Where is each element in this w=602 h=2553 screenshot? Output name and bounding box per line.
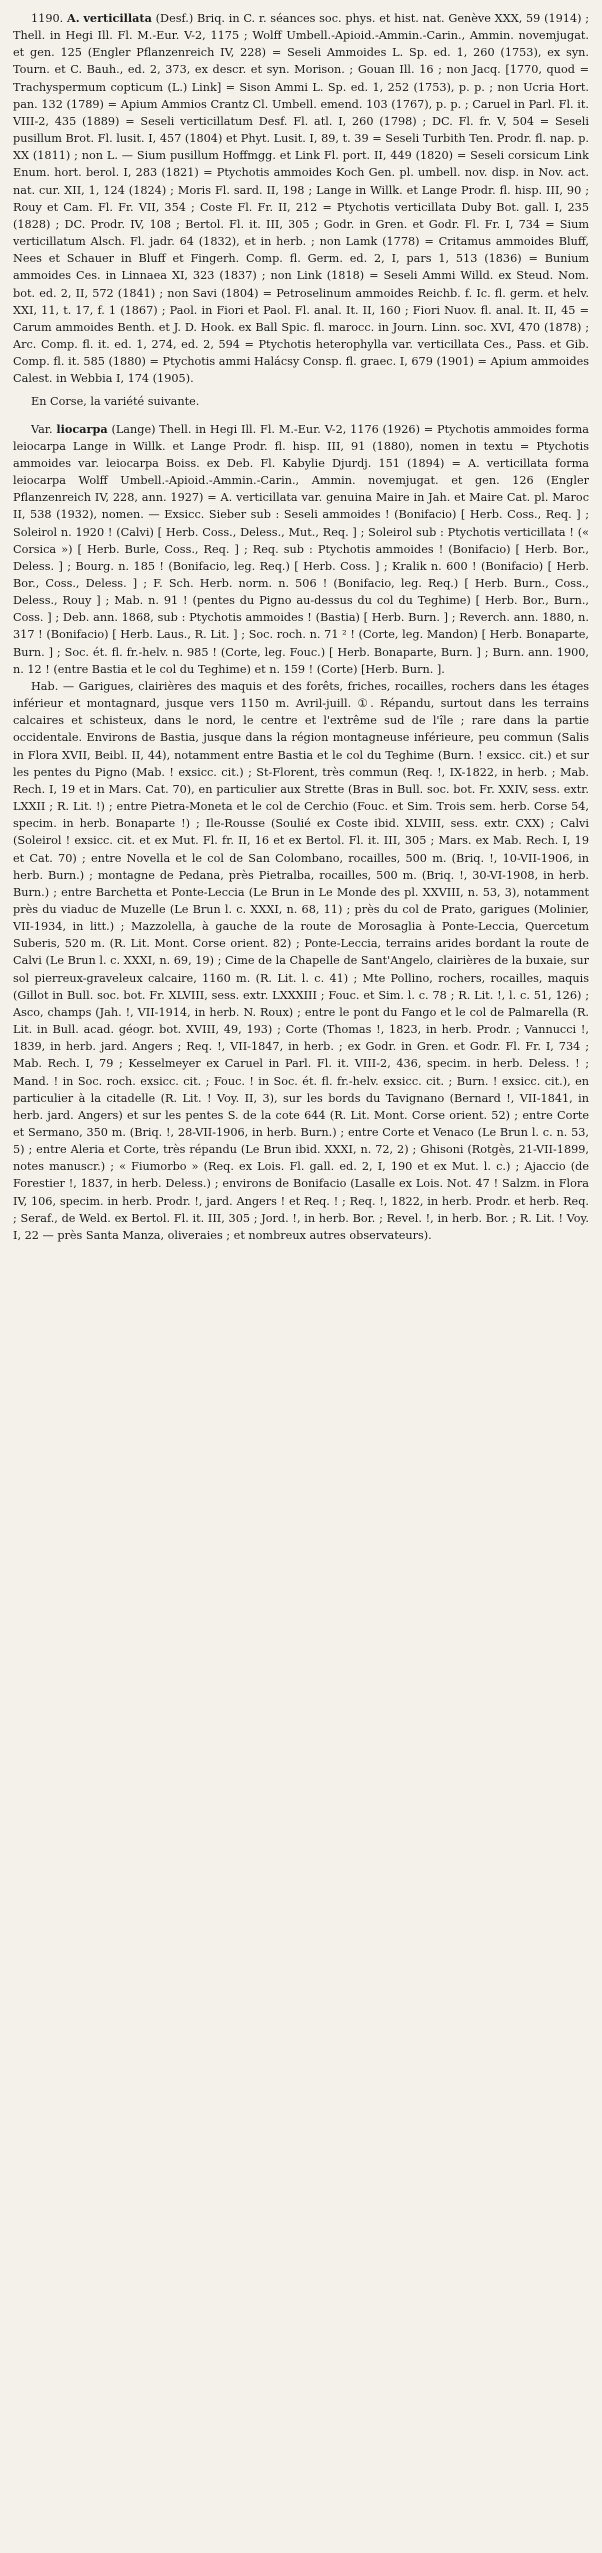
variety-label: Var.	[31, 422, 53, 436]
variety-synonymy: (Lange) Thell. in Hegi Ill. Fl. M.-Eur. V-2, 1176 (1926) = Ptychotis ammoides forma leiocarpa Lange in Willk. et Lange Prodr. fl. hisp. III, 91 (1880), nomen in textu = Ptychotis ammoides var. leiocarpa Boiss. ex Deb. Fl. Kabylie Djurdj. 151 (1894) = A. verticillata forma leiocarpa Wolff Umbell.-Apioid.-Ammin.-Carin., Ammin. novemjugat. et gen. 126 (Engler Pflanzenreich IV, 228, ann. 1927) = A. verticillata var. genuina Maire in Jah. et Maire Cat. pl. Maroc II, 538 (1932), nomen. — Exsicc. Sieber sub : Seseli ammoides ! (Bonifacio) [ Herb. Coss., Req. ] ; Soleirol n. 1920 ! (Calvi) [ Herb. Coss., Deless., Mut., Req. ] ; Soleirol sub : Ptychotis verticillata ! (« Corsica ») [ Herb. Burle, Coss., Req. ] ; Req. sub : Ptychotis ammoides ! (Bonifacio) [ Herb. Bor., Deless. ] ; Bourg. n. 185 ! (Bonifacio, leg. Req.) [ Herb. Coss. ] ; Kralik n. 600 ! (Bonifacio) [ Herb. Bor., Coss., Deless. ] ; F. Sch. Herb. norm. n. 506 ! (Bonifacio, leg. Req.) [ Herb. Burn., Coss., Deless., Rouy ] ; Mab. n. 91 ! (pentes du Pigno au-dessus du col du Teghime) [ Herb. Bor., Burn., Coss. ] ; Deb. ann. 1868, sub : Ptychotis ammoides ! (Bastia) [ Herb. Burn. ] ; Reverch. ann. 1880, n. 317 ! (Bonifacio) [ Herb. Laus., R. Lit. ] ; Soc. roch. n. 71 ² ! (Corte, leg. Mandon) [ Herb. Bonaparte, Burn. ] ; Soc. ét. fl. fr.-helv. n. 985 ! (Corte, leg. Fouc.) [ Herb. Bonaparte, Burn. ] ; Burn. ann. 1900, n. 12 ! (entre Bastia et le col du Teghime) et n. 159 ! (Corte) [Herb. Burn. ].	[13, 422, 590, 676]
species-entry	[13, 10, 589, 387]
habitat-paragraph	[13, 678, 589, 1244]
habitat-label: Hab.	[31, 679, 59, 693]
genus-abbrev: A.	[66, 11, 80, 25]
habitat-text: — Garigues, clairières des maquis et des forêts, friches, rocailles, rochers dans les étages inférieur et montagnard, jusque vers 1150 m. Avril-juill. ①. Répandu, surtout dans les terrains calcaires et schisteux, dans le nord, le centre et l'extrême sud de l'île ; rare dans la partie occidentale. Environs de Bastia, jusque dans la région montagneuse inférieure, peu commun (Salis in Flora XVII, Beibl. II, 44), notamment entre Bastia et le col du Teghime (Burn. ! exsicc. cit.) et sur les pentes du Pigno (Mab. ! exsicc. cit.) ; St-Florent, très commun (Req. !, IX-1822, in herb. ; Mab. Rech. I, 19 et in Mars. Cat. 70), en particulier aux Strette (Bras in Bull. soc. bot. Fr. XXIV, sess. extr. LXXII ; R. Lit. !) ; entre Pietra-Moneta et le col de Cerchio (Fouc. et Sim. Trois sem. herb. Corse 54, specim. in herb. Bonaparte !) ; Ile-Rousse (Soulié ex Coste ibid. XLVIII, sess. extr. CXX) ; Calvi (Soleirol ! exsicc. cit. et ex Mut. Fl. fr. II, 16 et ex Bertol. Fl. it. III, 305 ; Mars. ex Mab. Rech. I, 19 et Cat. 70) ; entre Novella et le col de San Colombano, rocailles, 500 m. (Briq. !, 10-VII-1906, in herb. Burn.) ; montagne de Pedana, près Pietralba, rocailles, 500 m. (Briq. !, 30-VI-1908, in herb. Burn.) ; entre Barchetta et Ponte-Leccia (Le Brun in Le Monde des pl. XXVIII, n. 53, 3), notamment près du viaduc de Muzelle (Le Brun l. c. XXXI, n. 68, 11) ; près du col de Prato, garigues (Molinier, VII-1934, in litt.) ; Mazzolella, à gauche de la route de Morosaglia à Ponte-Leccia, Quercetum Suberis, 520 m. (R. Lit. Mont. Corse orient. 82) ; Ponte-Leccia, terrains arides bordant la route de Calvi (Le Brun l. c. XXXI, n. 69, 19) ; Cime de la Chapelle de Sant'Angelo, clairières de la buxaie, sur sol pierreux-graveleux calcaire, 1160 m. (R. Lit. l. c. 41) ; Mte Pollino, rochers, rocailles, maquis (Gillot in Bull. soc. bot. Fr. XLVIII, sess. extr. LXXXIII ; Fouc. et Sim. l. c. 78 ; R. Lit. !, l. c. 51, 126) ; Asco, champs (Jah. !, VII-1914, in herb. N. Roux) ; entre le pont du Fango et le col de Palmarella (R. Lit. in Bull. acad. géogr. bot. XVIII, 49, 193) ; Corte (Thomas !, 1823, in herb. Prodr. ; Vannucci !, 1839, in herb. jard. Angers ; Req. !, VII-1847, in herb. ; ex Godr. in Gren. et Godr. Fl. Fr. I, 734 ; Mab. Rech. I, 79 ; Kesselmeyer ex Caruel in Parl. Fl. it. VIII-2, 436, specim. in herb. Deless. ! ; Mand. ! in Soc. roch. exsicc. cit. ; Fouc. ! in Soc. ét. fl. fr.-helv. exsicc. cit. ; Burn. ! exsicc. cit.), en particulier à la citadelle (R. Lit. ! Voy. II, 3), sur les bords du Tavignano (Bernard !, VII-1841, in herb. jard. Angers) et sur les pentes S. de la cote 644 (R. Lit. Mont. Corse orient. 52) ; entre Corte et Sermano, 350 m. (Briq. !, 28-VII-1906, in herb. Burn.) ; entre Corte et Venaco (Le Brun l. c. n. 53, 5) ; entre Aleria et Corte, très répandu (Le Brun ibid. XXXI, n. 72, 2) ; Ghisoni (Rotgès, 21-VII-1899, notes manuscr.) ; « Fiumorbo » (Req. ex Lois. Fl. gall. ed. 2, I, 190 et ex Mut. l. c.) ; Ajaccio (de Forestier !, 1837, in herb. Deless.) ; environs de Bonifacio (Lasalle ex Lois. Not. 47 ! Salzm. in Flora IV, 106, specim. in herb. Prodr. !, jard. Angers ! et Req. ! ; Req. !, 1822, in herb. Prodr. et herb. Req. ; Seraf., de Weld. ex Bertol. Fl. it. III, 305 ; Jord. !, in herb. Bor. ; Revel. !, in herb. Bor. ; R. Lit. ! Voy. I, 22 — près Santa Manza, oliveraies ; et nombreux autres observateurs).	[13, 679, 590, 1242]
entry-number: 1190.	[31, 12, 64, 25]
corse-note: En Corse, la variété suivante.	[31, 395, 200, 409]
species-name: verticillata	[83, 11, 152, 25]
variety-name: liocarpa	[56, 421, 108, 436]
species-synonymy: (Desf.) Briq. in C. r. séances soc. phys. et hist. nat. Genève XXX, 59 (1914) ; Thell. in Hegi Ill. Fl. M.-Eur. V-2, 1175 ; Wolff Umbell.-Apioid.-Ammin.-Carin., Ammin. novemjugat. et gen. 125 (Engler Pflanzenreich IV, 228) = Seseli Ammoides L. Sp. ed. 1, 260 (1753), ex syn. Tourn. et C. Bauh., ed. 2, 373, ex descr. et syn. Morison. ; Gouan Ill. 16 ; non Jacq. [1770, quod = Trachyspermum copticum (L.) Link] = Sison Ammi L. Sp. ed. 1, 252 (1753), p. p. ; non Ucria Hort. pan. 132 (1789) = Apium Ammios Crantz Cl. Umbell. emend. 103 (1767), p. p. ; Caruel in Parl. Fl. it. VIII-2, 435 (1889) = Seseli verticillatum Desf. Fl. atl. I, 260 (1798) ; DC. Fl. fr. V, 504 = Seseli pusillum Brot. Fl. lusit. I, 457 (1804) et Phyt. Lusit. I, 89, t. 39 = Seseli Turbith Ten. Prodr. fl. nap. p. XX (1811) ; non L. — Sium pusillum Hoffmgg. et Link Fl. port. II, 449 (1820) = Seseli corsicum Link Enum. hort. berol. I, 283 (1821) = Ptychotis ammoides Koch Gen. pl. umbell. nov. disp. in Nov. act. nat. cur. XII, 1, 124 (1824) ; Moris Fl. sard. II, 198 ; Lange in Willk. et Lange Prodr. fl. hisp. III, 90 ; Rouy et Cam. Fl. Fr. VII, 354 ; Coste Fl. Fr. II, 212 = Ptychotis verticillata Duby Bot. gall. I, 235 (1828) ; DC. Prodr. IV, 108 ; Bertol. Fl. it. III, 305 ; Godr. in Gren. et Godr. Fl. Fr. I, 734 = Sium verticillatum Alsch. Fl. jadr. 64 (1832), et in herb. ; non Lamk (1778) = Critamus ammoides Bluff, Nees et Schauer in Bluff et Fingerh. Comp. fl. Germ. ed. 2, I, pars 1, 513 (1836) = Bunium ammoides Ces. in Linnaea XI, 323 (1837) ; non Link (1818) = Seseli Ammi Willd. ex Steud. Nom. bot. ed. 2, II, 572 (1841) ; non Savi (1804) = Petroselinum ammoides Reichb. f. Ic. fl. germ. et helv. XXI, 11, t. 17, f. 1 (1867) ; Paol. in Fiori et Paol. Fl. anal. It. II, 160 ; Fiori Nuov. fl. anal. It. II, 45 = Carum ammoides Benth. et J. D. Hook. ex Ball Spic. fl. marocc. in Journ. Linn. soc. XVI, 470 (1878) ; Arc. Comp. fl. it. ed. 1, 274, ed. 2, 594 = Ptychotis heterophylla var. verticillata Ces., Pass. et Gib. Comp. fl. it. 585 (1880) = Ptychotis ammi Halácsy Consp. fl. graec. I, 679 (1901) = Apium ammoides Calest. in Webbia I, 174 (1905).	[13, 12, 590, 386]
variety-entry	[13, 421, 589, 678]
